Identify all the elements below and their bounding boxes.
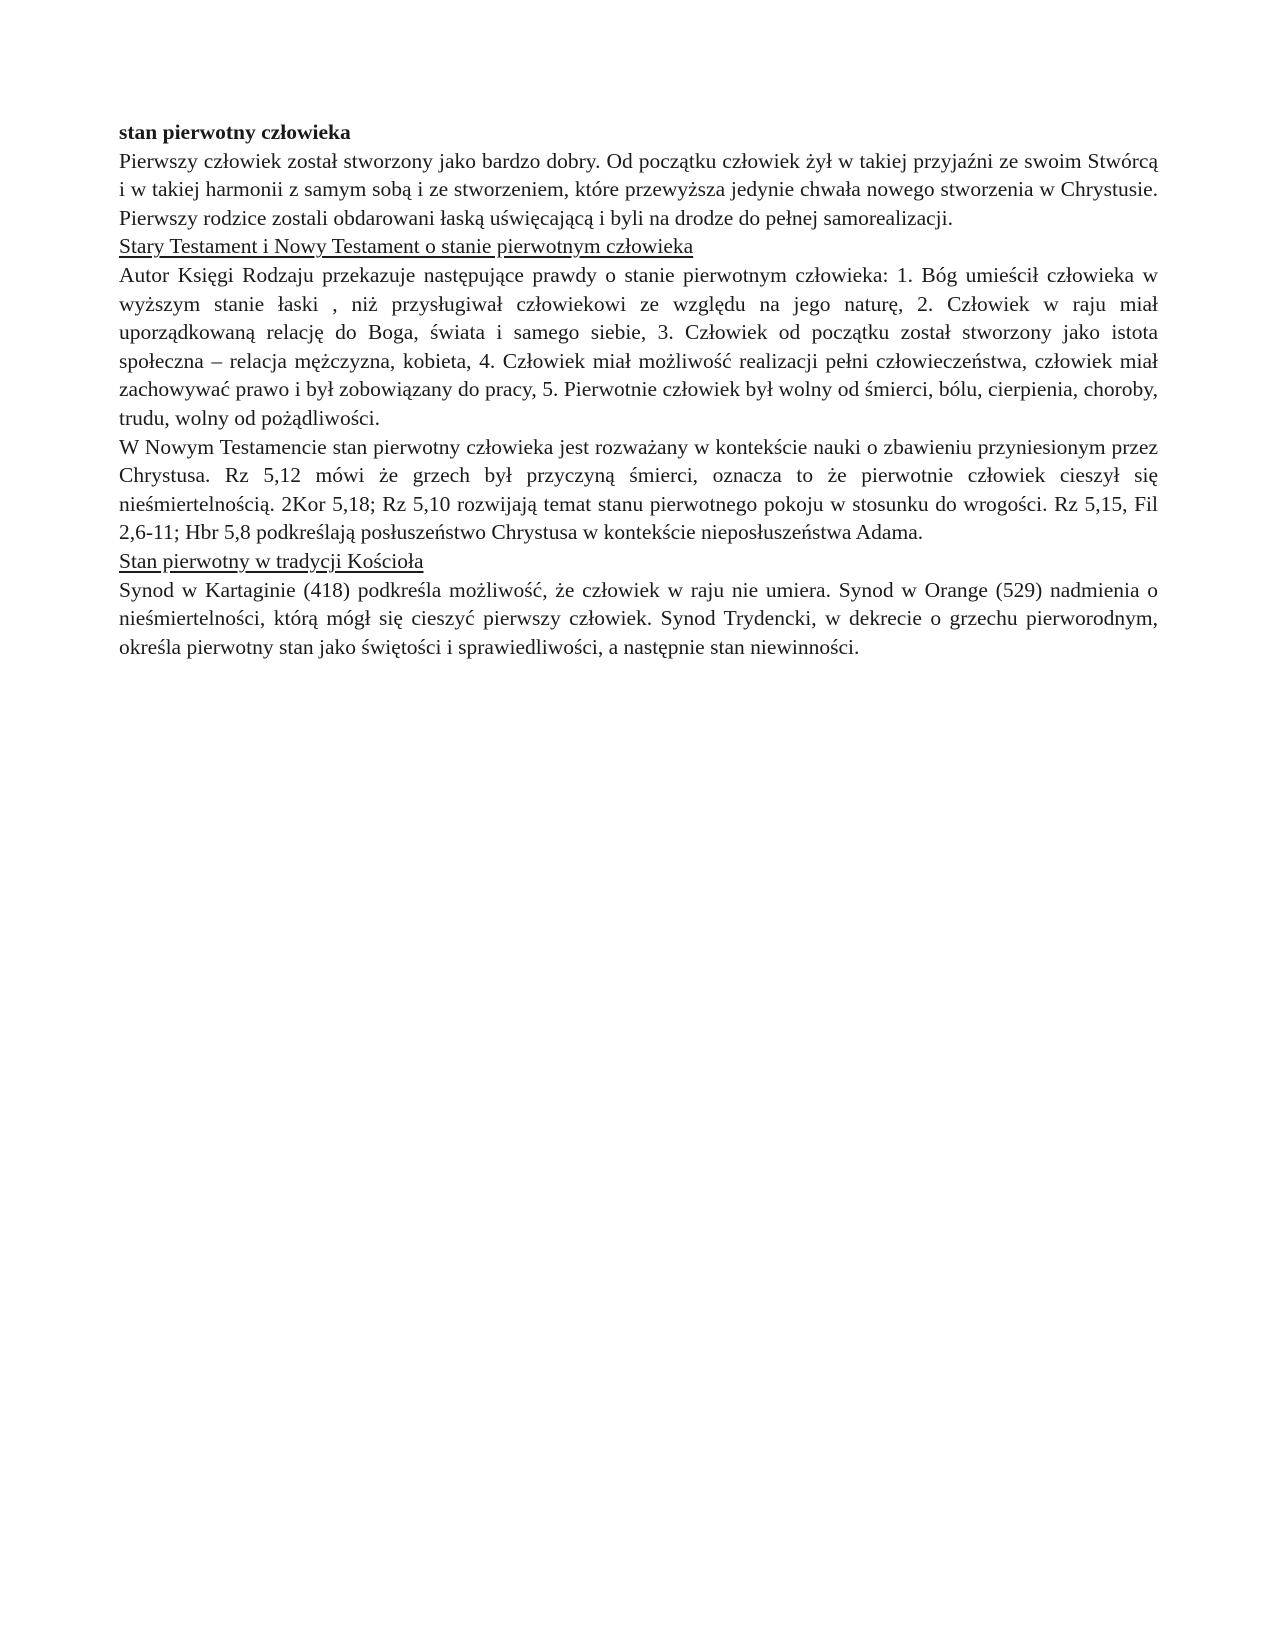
document-page [119,118,1158,661]
paragraph-genesis: Autor Księgi Rodzaju przekazuje następujące prawdy o stanie pierwotnym człowieka: 1. Bóg umieścił człowieka w wyższym stanie łaski , niż przysługiwał człowiekowi ze względu na jego naturę, 2. Człowiek w raju miał uporządkowaną relację do Boga, świata i samego siebie, 3. Człowiek od początku został stworzony jako istota społeczna – relacja mężczyzna, kobieta, 4. Człowiek miał możliwość realizacji pełni człowieczeństwa, człowiek miał zachowywać prawo i był zobowiązany do pracy, 5. Pierwotnie człowiek był wolny od śmierci, bólu, cierpienia, choroby, trudu, wolny od pożądliwości. [119,262,1158,430]
paragraph-synods: Synod w Kartaginie (418) podkreśla możliwość, że człowiek w raju nie umiera. Synod w Orange (529) nadmienia o nieśmiertelności, którą mógł się cieszyć pierwszy człowiek. Synod Trydencki, w dekrecie o grzechu pierworodnym, określa pierwotny stan jako świętości i sprawiedliwości, a następnie stan niewinności. [119,577,1158,659]
document-title: stan pierwotny człowieka [119,120,351,144]
section-heading-old-new-testament: Stary Testament i Nowy Testament o stanie pierwotnym człowieka [119,234,694,259]
section-heading-church-tradition: Stan pierwotny w tradycji Kościoła [119,548,424,573]
intro-paragraph: Pierwszy człowiek został stworzony jako bardzo dobry. Od początku człowiek żył w takiej przyjaźni ze swoim Stwórcą i w takiej harmonii z samym sobą i ze stworzeniem, które przewyższa jedynie chwała nowego stworzenia w Chrystusie. Pierwszy rodzice zostali obdarowani łaską uświęcającą i byli na drodze do pełnej samorealizacji. [119,148,1158,230]
paragraph-new-testament: W Nowym Testamencie stan pierwotny człowieka jest rozważany w kontekście nauki o zbawieniu przyniesionym przez Chrystusa. Rz 5,12 mówi że grzech był przyczyną śmierci, oznacza to że pierwotnie człowiek cieszył się nieśmiertelnością. 2Kor 5,18; Rz 5,10 rozwijają temat stanu pierwotnego pokoju w stosunku do wrogości. Rz 5,15, Fil 2,6-11; Hbr 5,8 podkreślają posłuszeństwo Chrystusa w kontekście nieposłuszeństwa Adama. [119,434,1158,545]
